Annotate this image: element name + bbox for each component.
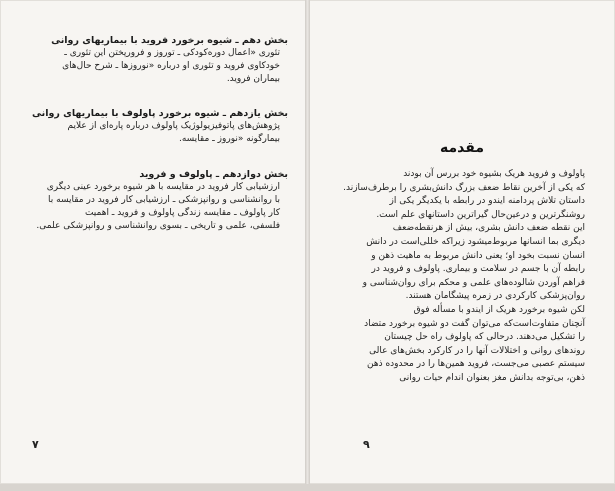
paragraph-line: لکن شیوه‌ برخورد هریک از ایندو با مسأله‌ فوق — [413, 304, 585, 315]
left-page — [0, 0, 306, 484]
paragraph-line: روان‌پزشکی کارکردی در زمره‌ پیشگامان هستند. — [405, 291, 585, 302]
toc-section-12 — [23, 168, 288, 233]
toc-section-line: بیماران فروید. — [226, 74, 280, 84]
page-title: مقدمه — [440, 140, 484, 156]
paragraph-line: که یکی از آخرین نقاط ضعف بزرگ دانش‌بشری را برطرف‌سازند. — [343, 182, 585, 193]
toc-section-line: ارزشیابی کار فروید در مقایسه با هر شیوه‌ برخورد عینی دیگری — [46, 182, 280, 192]
paragraph-line: داستان تلاش پردامنه‌ ایندو در رابطه با یکدیگر یکی از — [389, 196, 585, 207]
paragraph-line: سیستم عصبی می‌جست، فروید همین‌ها را در محدوده‌ ذهن — [366, 359, 585, 370]
toc-section-10 — [23, 34, 288, 86]
toc-section-line: خودکاوی فروید و تئوری او درباره «نوروزها ـ شرح حال‌های — [62, 61, 280, 71]
paragraph-line: رابطه‌ آن با جسم در سلامت و بیماری. پاولوف و فروید در — [371, 264, 585, 275]
toc-section-line: با روانشناسی و روانپزشکی ـ ارزشیابی کار فروید در مقایسه با — [48, 195, 280, 205]
intro-paragraph — [345, 168, 585, 386]
paragraph-line: روشنگرترین و درعین‌حال گیراترین داستانهای علم است. — [376, 209, 585, 220]
toc-section-heading: بخش دهم ـ شیوه‌ برخورد فروید با بیماریهای روانی — [51, 35, 288, 46]
toc-section-line: پژوهش‌های پاتوفیزیولوژیک پاولوف درباره‌ پاره‌ای از علایم — [67, 121, 280, 131]
paragraph-line: پاولوف و فروید هریک بشیوه‌ خود بررس آن بودند — [403, 169, 585, 179]
right-page — [309, 0, 615, 484]
book-gutter — [305, 0, 310, 491]
paragraph-line: دیگری بما انسانها مربوط‌میشود زیراکه خللی‌است در دانش — [366, 236, 585, 247]
page-number-right: ۹ — [363, 438, 370, 451]
paragraph-line: انسان نسبت بخود او؛ یعنی دانش مربوط به ماهیت ذهن و — [371, 250, 585, 261]
toc-section-line: کار پاولوف ـ مقایسه‌ زندگی پاولوف و فروید ـ اهمیت — [84, 208, 280, 218]
toc-section-line: فلسفی، علمی و تاریخی ـ بسوی روانشناسی و روانپزشکی علمی. — [36, 221, 280, 231]
paragraph-line: آنچنان متفاوت‌است‌که می‌توان گفت دو شیوه‌ برخورد متضاد — [364, 318, 585, 329]
page-number-left: ۷ — [32, 438, 39, 451]
toc-section-line: بیمارگونه‌ «نوروز ـ مقایسه. — [178, 134, 280, 144]
toc-section-heading: بخش یازدهم ـ شیوه‌ برخورد پاولوف با بیماریهای روانی — [32, 108, 288, 119]
paragraph-line: فراهم آوردن شالوده‌های علمی و محکم برای روان‌شناسی و — [362, 277, 585, 288]
toc-section-line: تئوری «اعمال دوره‌کودکی ـ توروز و فرورپختن این تئوری ـ — [64, 48, 280, 58]
toc-section-heading: بخش دوازدهم ـ پاولوف و فروید — [139, 169, 288, 180]
toc-section-11 — [23, 107, 288, 146]
page-bottom-edge — [0, 484, 615, 491]
paragraph-line: روندهای روانی و اختلالات آنها را در کارکرد بخش‌های عالی — [369, 345, 585, 356]
paragraph-line: این نقطه‌ ضعف دانش بشری، بیش از هرنقطه‌ضعف — [392, 223, 585, 234]
paragraph-line: ذهن، بی‌توجه بدانش مغز بعنوان اندام حیات روانی — [399, 372, 585, 383]
paragraph-line: را تشکیل می‌دهند. درحالی که پاولوف راه حل چیستان — [384, 332, 585, 343]
